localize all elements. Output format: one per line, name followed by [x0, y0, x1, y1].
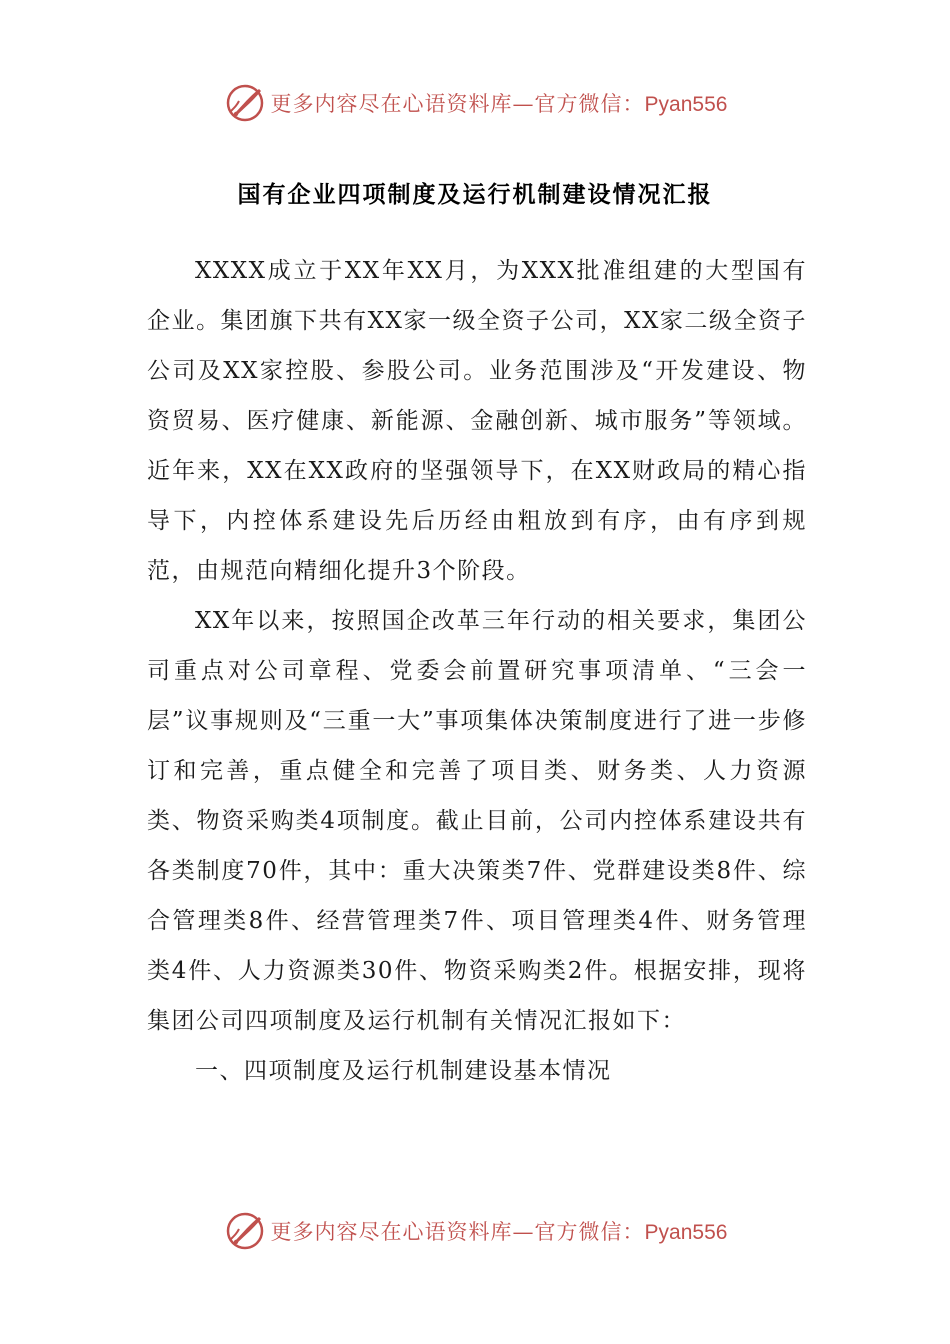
- banner-text: [271, 88, 728, 118]
- paragraph: XX年以来，按照国企改革三年行动的相关要求，集团公司重点对公司章程、党委会前置研究事项清单、“三会一层”议事规则及“三重一大”事项集体决策制度进行了进一步修订和完善，重点健全和完善了项目类、财务类、人力资源类、物资采购类4项制度。截止目前，公司内控体系建设共有各类制度70件，其中：重大决策类7件、党群建设类8件、综合管理类8件、经营管理类7件、项目管理类4件、财务管理类4件、人力资源类30件、物资采购类2件。根据安排，现将集团公司四项制度及运行机制有关情况汇报如下：: [147, 608, 807, 1034]
- wechat-id: Pyan556: [644, 93, 728, 116]
- pen-logo-icon: [223, 81, 267, 125]
- header-banner: [0, 78, 950, 128]
- section-heading: 一、四项制度及运行机制建设基本情况: [195, 1058, 612, 1084]
- banner-slogan: 更多内容尽在心语资料库—官方微信：: [270, 1220, 645, 1244]
- footer-banner: [0, 1206, 950, 1256]
- wechat-id: Pyan556: [644, 1221, 728, 1244]
- document-body: [147, 246, 807, 1096]
- pen-logo-icon: [223, 1209, 267, 1253]
- banner-slogan: 更多内容尽在心语资料库—官方微信：: [270, 92, 645, 116]
- paragraph: XXXX成立于XX年XX月，为XXX批准组建的大型国有企业。集团旗下共有XX家一级全资子公司，XX家二级全资子公司及XX家控股、参股公司。业务范围涉及“开发建设、物资贸易、医疗健康、新能源、金融创新、城市服务”等领域。近年来，XX在XX政府的坚强领导下，在XX财政局的精心指导下，内控体系建设先后历经由粗放到有序，由有序到规范，由规范向精细化提升3个阶段。: [147, 258, 807, 584]
- document-title: 国有企业四项制度及运行机制建设情况汇报: [237, 182, 713, 208]
- banner-text: [271, 1216, 728, 1246]
